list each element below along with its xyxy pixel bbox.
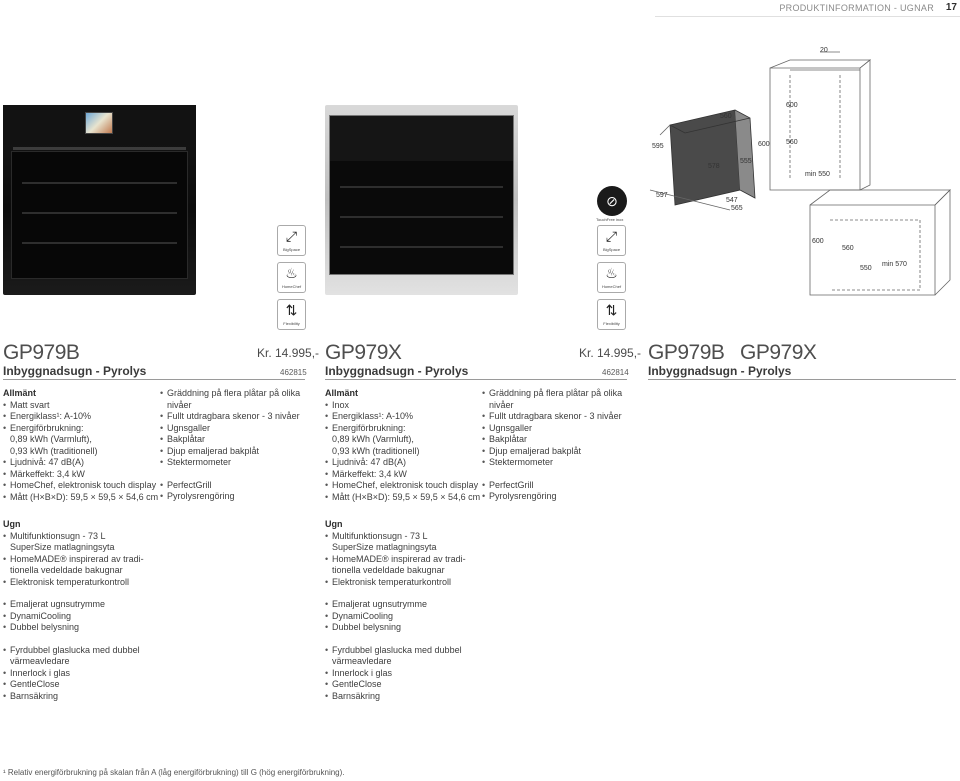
spec-item: • PerfectGrill (482, 480, 632, 492)
spec-item: • Fyrdubbel glaslucka med dubbel (3, 645, 163, 657)
bigspace-badge: ⤢ BigSpace (597, 225, 626, 256)
oven-rack (340, 216, 503, 218)
spec-item: • Emaljerat ugnsutrymme (325, 599, 485, 611)
spec-item: tionella vedeldade bakugnar (10, 565, 123, 575)
dim-label: 600 (786, 102, 798, 109)
homechef-badge: ♨ HomeChef (597, 262, 626, 293)
oven-3d (670, 110, 740, 205)
spec-item: • Inox (325, 400, 485, 412)
section-heading: Allmänt (3, 388, 37, 398)
dim-label: 20 (820, 47, 828, 54)
spec-item: • Ljudnivå: 47 dB(A) (325, 457, 485, 469)
spec-item: tionella vedeldade bakugnar (332, 565, 445, 575)
spec-item: • Emaljerat ugnsutrymme (3, 599, 163, 611)
spec-list (325, 599, 485, 634)
article-number: 462815 (280, 368, 307, 377)
dim-label: 578 (708, 163, 720, 170)
dim-label: 600 (758, 141, 770, 148)
cabinet-side (860, 60, 870, 190)
spec-item: • Bakplåtar (482, 434, 632, 446)
page-number: 17 (945, 2, 957, 13)
header-divider (3, 379, 305, 380)
spec-list (3, 531, 163, 589)
spec-item: 0,89 kWh (Varmluft), (10, 434, 92, 444)
lower-dashed (830, 220, 920, 290)
spec-item: • Bakplåtar (160, 434, 310, 446)
article-number: 462814 (602, 368, 629, 377)
spec-column-left (3, 388, 163, 702)
lower-cabinet-top (810, 190, 950, 205)
dim-label: 565 (731, 205, 743, 212)
spec-list (325, 531, 485, 589)
dim-label: min 550 (805, 171, 830, 178)
spec-item: • Energiförbrukning: (3, 423, 163, 435)
spec-list (482, 480, 632, 503)
dim-label: 595 (652, 143, 664, 150)
spec-item: • Pyrolysrengöring (160, 491, 310, 503)
spec-item: • Märkeffekt: 3,4 kW (3, 469, 163, 481)
bigspace-badge: ⤢ BigSpace (277, 225, 306, 256)
flexibility-badge: ⇅ Flexibility (277, 299, 306, 330)
spec-item: • Ljudnivå: 47 dB(A) (3, 457, 163, 469)
spec-item: • GentleClose (3, 679, 163, 691)
dim-label: min 570 (882, 261, 907, 268)
touchfree-icon: ⊘ (597, 186, 627, 216)
spec-item: • Djup emaljerad bakplåt (160, 446, 310, 458)
homechef-badge: ♨ HomeChef (277, 262, 306, 293)
dim-label: 555 (740, 158, 752, 165)
spec-item: • Stektermometer (160, 457, 310, 469)
flexibility-icon: ⇅ (285, 302, 298, 318)
cabinet-dashed (790, 75, 840, 180)
footnote: ¹ Relativ energiförbrukning på skalan från A (låg energiförbrukning) till G (hög energiförbrukning). (3, 768, 345, 777)
diagram-model-a: GP979B (648, 341, 725, 364)
spec-item: • Innerlock i glas (325, 668, 485, 680)
spec-item: • Barnsäkring (3, 691, 163, 703)
spec-item: • Gräddning på flera plåtar på olika (482, 388, 632, 400)
diagram-subtitle: Inbyggnadsugn - Pyrolys (648, 364, 792, 378)
spec-list (160, 388, 310, 469)
spec-list (3, 599, 163, 634)
spec-list (3, 400, 163, 504)
dim-label: 547 (726, 197, 738, 204)
spec-item: värmeavledare (332, 656, 392, 666)
spec-item: • Mått (H×B×D): 59,5 × 59,5 × 54,6 cm (325, 492, 485, 504)
spec-item: SuperSize matlagningsyta (10, 542, 115, 552)
page-header (0, 0, 960, 16)
control-panel (330, 116, 513, 161)
spec-item: • Märkeffekt: 3,4 kW (325, 469, 485, 481)
spec-item: • HomeMADE® inspirerad av tradi- (3, 554, 163, 566)
spec-column-right (482, 388, 632, 503)
product-subtitle: Inbyggnadsugn - Pyrolys (325, 364, 469, 378)
spec-column-left (325, 388, 485, 702)
header-divider (655, 16, 960, 17)
dim-label: 550 (860, 265, 872, 272)
spec-item: • Dubbel belysning (3, 622, 163, 634)
spec-item: 0,89 kWh (Varmluft), (332, 434, 414, 444)
oven-image-steel (325, 105, 518, 295)
dim-label: 600 (812, 238, 824, 245)
section-title: PRODUKTINFORMATION - UGNAR (779, 3, 934, 13)
spec-item: • Energiklass¹: A-10% (3, 411, 163, 423)
touch-display (85, 112, 113, 134)
diagram-model-b: GP979X (740, 341, 817, 364)
spec-item: 0,93 kWh (traditionell) (332, 445, 420, 456)
flexibility-badge: ⇅ Flexibility (597, 299, 626, 330)
section-heading: Ugn (325, 519, 343, 529)
oven-rack (22, 242, 177, 244)
oven-rack (22, 212, 177, 214)
oven-rack (340, 246, 503, 248)
spec-item: • Ugnsgaller (482, 423, 632, 435)
flexibility-icon: ⇅ (605, 302, 618, 318)
spec-item: • Innerlock i glas (3, 668, 163, 680)
dim-label: 560 (720, 113, 732, 120)
spec-list (3, 645, 163, 703)
spec-item: • DynamiCooling (3, 611, 163, 623)
spec-item: • Multifunktionsugn - 73 L (3, 531, 163, 543)
spec-item: • PerfectGrill (160, 480, 310, 492)
lower-cabinet (810, 205, 935, 295)
spec-item: • DynamiCooling (325, 611, 485, 623)
spec-item: • Barnsäkring (325, 691, 485, 703)
spec-item: • Gräddning på flera plåtar på olika (160, 388, 310, 400)
oven-rack (22, 182, 177, 184)
header-divider (648, 379, 956, 380)
dim-label: 560 (842, 245, 854, 252)
spec-item: • Elektronisk temperaturkontroll (3, 577, 163, 589)
spec-item: • Fullt utdragbara skenor - 3 nivåer (160, 411, 310, 423)
chef-hat-icon: ♨ (605, 265, 618, 281)
oven-image-black (3, 105, 196, 295)
touchfree-caption: TouchFree inox (596, 217, 624, 222)
spec-item: • HomeChef, elektronisk touch display (3, 480, 163, 492)
spec-item: • Pyrolysrengöring (482, 491, 632, 503)
spec-item: värmeavledare (10, 656, 70, 666)
spec-item: • Dubbel belysning (325, 622, 485, 634)
model-name: GP979X (325, 341, 402, 364)
spec-item: • Mått (H×B×D): 59,5 × 59,5 × 54,6 cm (3, 492, 163, 504)
dim-label: 560 (786, 139, 798, 146)
dimension-diagram (590, 40, 960, 315)
spec-column-right (160, 388, 310, 503)
spec-item: 0,93 kWh (traditionell) (10, 445, 98, 456)
spec-item: • Matt svart (3, 400, 163, 412)
spec-item: • Elektronisk temperaturkontroll (325, 577, 485, 589)
dim-label: 597 (656, 192, 668, 199)
spec-item: • HomeChef, elektronisk touch display (325, 480, 485, 492)
spec-item: nivåer (167, 399, 192, 410)
cabinet-top (770, 60, 870, 68)
price: Kr. 14.995,- (257, 346, 320, 360)
spec-item: • GentleClose (325, 679, 485, 691)
spec-item: • Energiförbrukning: (325, 423, 485, 435)
price: Kr. 14.995,- (579, 346, 642, 360)
section-heading: Allmänt (325, 388, 359, 398)
spec-item: • HomeMADE® inspirerad av tradi- (325, 554, 485, 566)
oven-door (329, 115, 514, 275)
spec-item: • Fullt utdragbara skenor - 3 nivåer (482, 411, 632, 423)
bigspace-icon: ⤢ (605, 228, 618, 244)
spec-item: • Ugnsgaller (160, 423, 310, 435)
header-divider (325, 379, 627, 380)
door-handle (13, 147, 186, 150)
spec-item: SuperSize matlagningsyta (332, 542, 437, 552)
oven-rack (340, 186, 503, 188)
chef-hat-icon: ♨ (285, 265, 298, 281)
lower-cabinet-side (935, 190, 950, 295)
spec-item: • Stektermometer (482, 457, 632, 469)
bigspace-icon: ⤢ (285, 228, 298, 244)
spec-item: nivåer (489, 399, 514, 410)
spec-item: • Energiklass¹: A-10% (325, 411, 485, 423)
spec-list (482, 388, 632, 469)
spec-item: • Multifunktionsugn - 73 L (325, 531, 485, 543)
oven-door (11, 151, 188, 279)
spec-item: • Djup emaljerad bakplåt (482, 446, 632, 458)
spec-item: • Fyrdubbel glaslucka med dubbel (325, 645, 485, 657)
spec-list (325, 400, 485, 504)
section-heading: Ugn (3, 519, 21, 529)
spec-list (160, 480, 310, 503)
model-name: GP979B (3, 341, 80, 364)
spec-list (325, 645, 485, 703)
product-subtitle: Inbyggnadsugn - Pyrolys (3, 364, 147, 378)
